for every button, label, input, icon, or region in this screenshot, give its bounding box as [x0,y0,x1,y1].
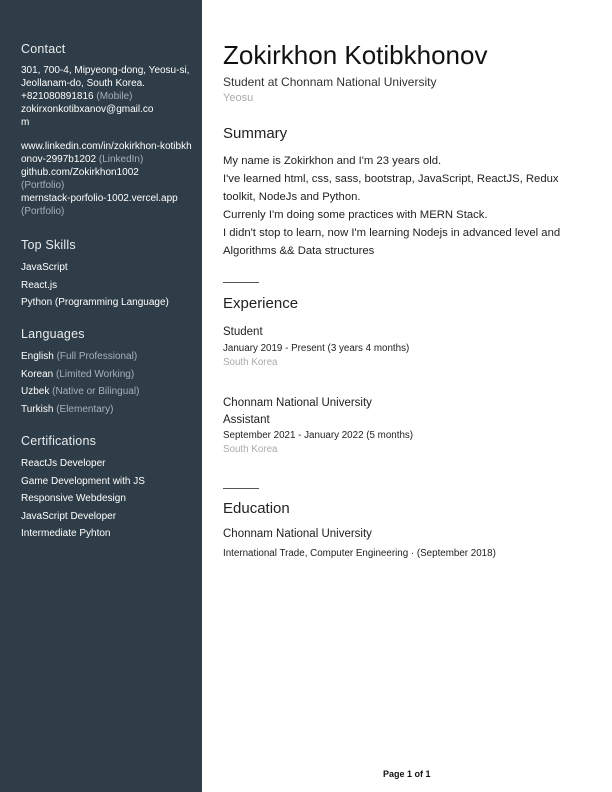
language-name: Korean [21,368,54,380]
experience-title: Experience [223,295,299,312]
language-item [21,385,193,398]
sidebar [0,0,202,792]
certification-item: JavaScript Developer [21,510,117,522]
profile-headline: Student at Chonnam National University [223,75,437,89]
skill-item: JavaScript [21,262,68,273]
experience-dates: January 2019 - Present (3 years 4 months) [223,343,410,354]
languages-heading: Languages [21,327,85,341]
contact-section [21,42,193,218]
language-name: English [21,351,54,362]
language-name: Uzbek [21,386,50,397]
contact-github-label: (Portfolio) [21,180,65,191]
skills-section [21,238,193,309]
contact-linkedin-line[interactable] [21,140,193,166]
language-item [21,403,193,416]
page-number: Page 1 of 1 [383,769,431,779]
section-divider [223,282,259,283]
certification-item: Responsive Webdesign [21,493,126,504]
contact-heading: Contact [21,42,66,56]
certifications-section [21,434,193,540]
contact-address: 301, 700-4, Mipyeong-dong, Yeosu-si, Jeollanam-do, South Korea. [21,65,190,89]
experience-location: South Korea [223,357,278,368]
contact-github[interactable]: github.com/Zokirkhon1002 [21,167,139,178]
skills-heading: Top Skills [21,238,76,252]
contact-phone-line [21,90,193,103]
profile-name: Zokirkhon Kotibkhonov [223,40,488,70]
contact-linkedin-label: (LinkedIn) [98,154,144,165]
experience-location: South Korea [223,444,278,455]
language-name: Turkish [21,403,54,415]
language-level: (Elementary) [56,403,114,415]
experience-role: Assistant [223,414,270,426]
experience-company: Student [223,326,263,338]
certifications-heading: Certifications [21,434,97,448]
certification-item: Game Development with JS [21,475,145,487]
contact-portfolio-label: (Portfolio) [21,206,65,217]
language-level: (Limited Working) [56,368,135,380]
education-school: Chonnam National University [223,528,372,540]
language-item [21,350,193,363]
contact-email-line2[interactable]: m [21,117,30,128]
certification-item: Intermediate Pyhton [21,528,111,539]
experience-company: Chonnam National University [223,397,372,409]
language-item [21,368,193,381]
section-divider [223,488,259,489]
education-degree: International Trade, Computer Engineering · (September 2018) [223,548,496,559]
contact-phone-label: (Mobile) [96,91,133,102]
language-level: (Full Professional) [56,351,138,362]
contact-portfolio[interactable]: mernstack-porfolio-1002.vercel.app [21,193,178,204]
language-level: (Native or Bilingual) [52,386,140,397]
certification-item: ReactJs Developer [21,458,106,469]
summary-line: I've learned html, css, sass, bootstrap, JavaScript, ReactJS, Redux toolkit, NodeJs and Python. [223,173,559,203]
contact-email-line1[interactable]: zokirxonkotibxanov@gmail.co [21,104,154,115]
skill-item: Python (Programming Language) [21,297,169,308]
skill-item: React.js [21,279,58,291]
summary-line: Currenly I'm doing some practices with MERN Stack. [223,209,488,221]
contact-phone: +821080891816 [21,91,94,102]
summary-text [223,152,591,260]
profile-location: Yeosu [223,92,254,104]
experience-dates: September 2021 - January 2022 (5 months) [223,430,414,441]
summary-title: Summary [223,125,288,142]
summary-line: My name is Zokirkhon and I'm 23 years old. [223,155,442,167]
education-title: Education [223,500,290,517]
summary-line: I didn't stop to learn, now I'm learning Nodejs in advanced level and Algorithms && Data structures [223,227,561,257]
contact-linkedin[interactable]: www.linkedin.com/in/zokirkhon-kotibkhonov-2997b1202 [21,141,192,165]
languages-section [21,327,193,416]
